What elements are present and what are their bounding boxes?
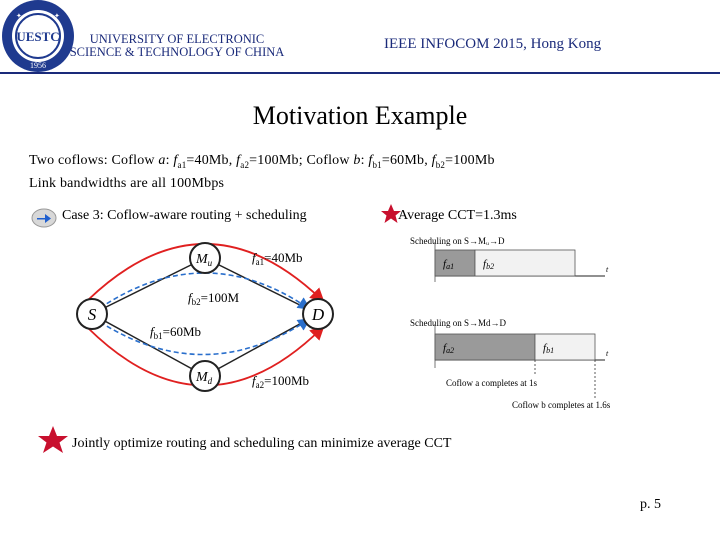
header-divider xyxy=(0,72,720,74)
svg-text:Md: $M_d$ xyxy=(196,370,213,386)
svg-text:t: t xyxy=(606,265,609,274)
star-icon xyxy=(36,424,70,456)
logo-text: UESTC xyxy=(16,29,60,44)
arrow-bullet-icon xyxy=(30,203,58,229)
logo-year: 1956 xyxy=(30,61,46,70)
conference-name: IEEE INFOCOM 2015, Hong Kong xyxy=(384,36,602,52)
svg-text:✦: ✦ xyxy=(54,12,60,20)
university-name-line2: SCIENCE & TECHNOLOGY OF CHINA xyxy=(69,45,285,59)
coflow-b-completion-note: Coflow b completes at 1.6s xyxy=(512,400,611,410)
schedule-slot-fa1 xyxy=(435,250,475,276)
top-schedule-caption: Scheduling on S→Mᵤ→D xyxy=(410,236,505,246)
link-s-mu xyxy=(92,258,205,314)
schedule-slot-label: fb1 xyxy=(543,342,555,355)
schedule-slot-label: fb2 xyxy=(483,258,495,271)
schedule-slot-label: fa1 xyxy=(443,258,455,271)
node-s xyxy=(77,299,107,329)
scheduling-diagram xyxy=(400,228,640,413)
coflow-a-completion-note: Coflow a completes at 1s xyxy=(446,378,537,388)
svg-text:✦: ✦ xyxy=(16,12,22,20)
network-diagram xyxy=(60,228,370,403)
node-mu xyxy=(190,243,220,273)
link-md-d xyxy=(205,314,318,376)
page-number: p. 5 xyxy=(640,497,661,512)
label-fa2: $f_{a2}=100Mb$ xyxy=(252,373,310,390)
node-d xyxy=(303,299,333,329)
bottom-schedule-caption: Scheduling on S→Md→D xyxy=(410,318,507,328)
conclusion-text: Jointly optimize routing and scheduling can minimize average CCT xyxy=(72,436,452,451)
average-cct: Average CCT=1.3ms xyxy=(398,208,517,223)
schedule-slot-label: fa2 xyxy=(443,342,455,355)
svg-text:D: D xyxy=(311,305,325,324)
label-fa1: $f_{a1}=40Mb$ xyxy=(252,250,303,267)
bandwidth-description: Link bandwidths are all 100Mbps xyxy=(29,176,225,191)
svg-text:S: S xyxy=(87,305,97,324)
coflow-description: Two coflows: Coflow a: $f_{a1}=40Mb$, $f_{a2}=100Mb$; Coflow b: $f_{b1}=60Mb$, $f_{b2}=100Mb$ xyxy=(29,153,495,170)
coflow-b1-path xyxy=(100,320,308,355)
svg-text:Mu: $M_u$ xyxy=(196,252,213,268)
label-fb1: $f_{b1}=60Mb$ xyxy=(150,324,202,341)
node-md xyxy=(190,361,220,391)
university-name-line1: UNIVERSITY OF ELECTRONIC xyxy=(89,32,265,46)
label-fb2: $f_{b2}=100M$ xyxy=(188,290,240,307)
svg-text:t: t xyxy=(606,349,609,358)
slide-title: Motivation Example xyxy=(252,101,468,130)
case3-label: Case 3: Coflow-aware routing + scheduling xyxy=(62,208,307,223)
